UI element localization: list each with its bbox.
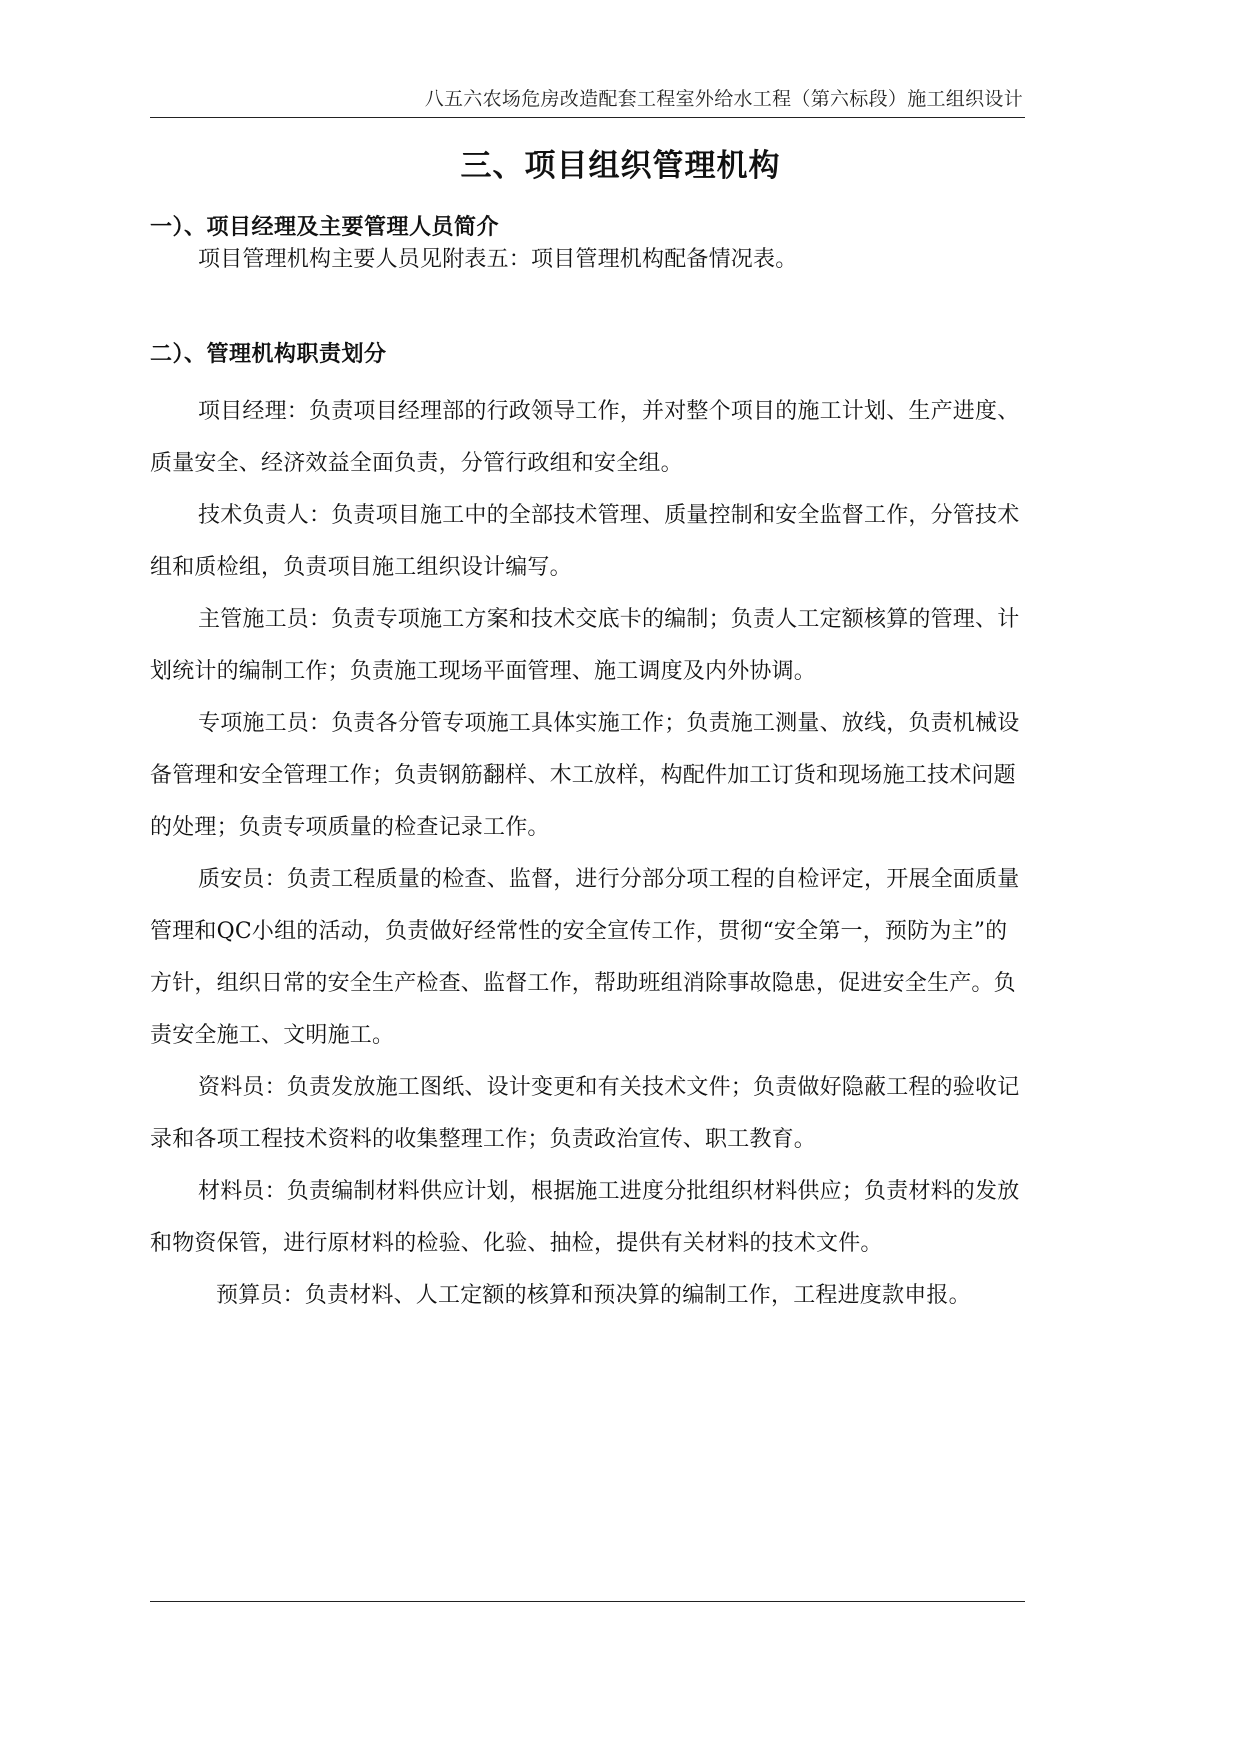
paragraph: 质安员：负责工程质量的检查、监督，进行分部分项工程的自检评定，开展全面质量管理和QC小组的活动，负责做好经常性的安全宣传工作，贯彻“安全第一，预防为主”的方针，组织日常的安全生产检查、监督工作，帮助班组消除事故隐患，促进安全生产。负责安全施工、文明施工。 [150, 867, 1020, 1048]
paragraph: 主管施工员：负责专项施工方案和技术交底卡的编制；负责人工定额核算的管理、计划统计的编制工作；负责施工现场平面管理、施工调度及内外协调。 [150, 607, 1020, 684]
header-divider [150, 117, 1025, 118]
paragraph: 技术负责人：负责项目施工中的全部技术管理、质量控制和安全监督工作，分管技术组和质检组，负责项目施工组织设计编写。 [150, 503, 1020, 580]
footer-divider [150, 1601, 1025, 1602]
paragraph: 资料员：负责发放施工图纸、设计变更和有关技术文件；负责做好隐蔽工程的验收记录和各项工程技术资料的收集整理工作；负责政治宣传、职工教育。 [150, 1075, 1020, 1152]
paragraph: 项目管理机构主要人员见附表五：项目管理机构配备情况表。 [198, 247, 798, 272]
paragraph: 材料员：负责编制材料供应计划，根据施工进度分批组织材料供应；负责材料的发放和物资保管，进行原材料的检验、化验、抽检，提供有关材料的技术文件。 [150, 1179, 1020, 1256]
running-header: 八五六农场危房改造配套工程室外给水工程（第六标段）施工组织设计 [424, 88, 1023, 110]
paragraph: 项目经理：负责项目经理部的行政领导工作，并对整个项目的施工计划、生产进度、质量安全、经济效益全面负责，分管行政组和安全组。 [150, 399, 1020, 476]
section-heading: 二）、管理机构职责划分 [150, 341, 387, 367]
section-heading: 一）、项目经理及主要管理人员简介 [150, 214, 500, 240]
paragraph: 专项施工员：负责各分管专项施工具体实施工作；负责施工测量、放线，负责机械设备管理和安全管理工作；负责钢筋翻样、木工放样，构配件加工订货和现场施工技术问题的处理；负责专项质量的检查记录工作。 [150, 711, 1020, 840]
page-title: 三、项目组织管理机构 [460, 148, 781, 184]
paragraph: 预算员：负责材料、人工定额的核算和预决算的编制工作，工程进度款申报。 [216, 1283, 971, 1308]
